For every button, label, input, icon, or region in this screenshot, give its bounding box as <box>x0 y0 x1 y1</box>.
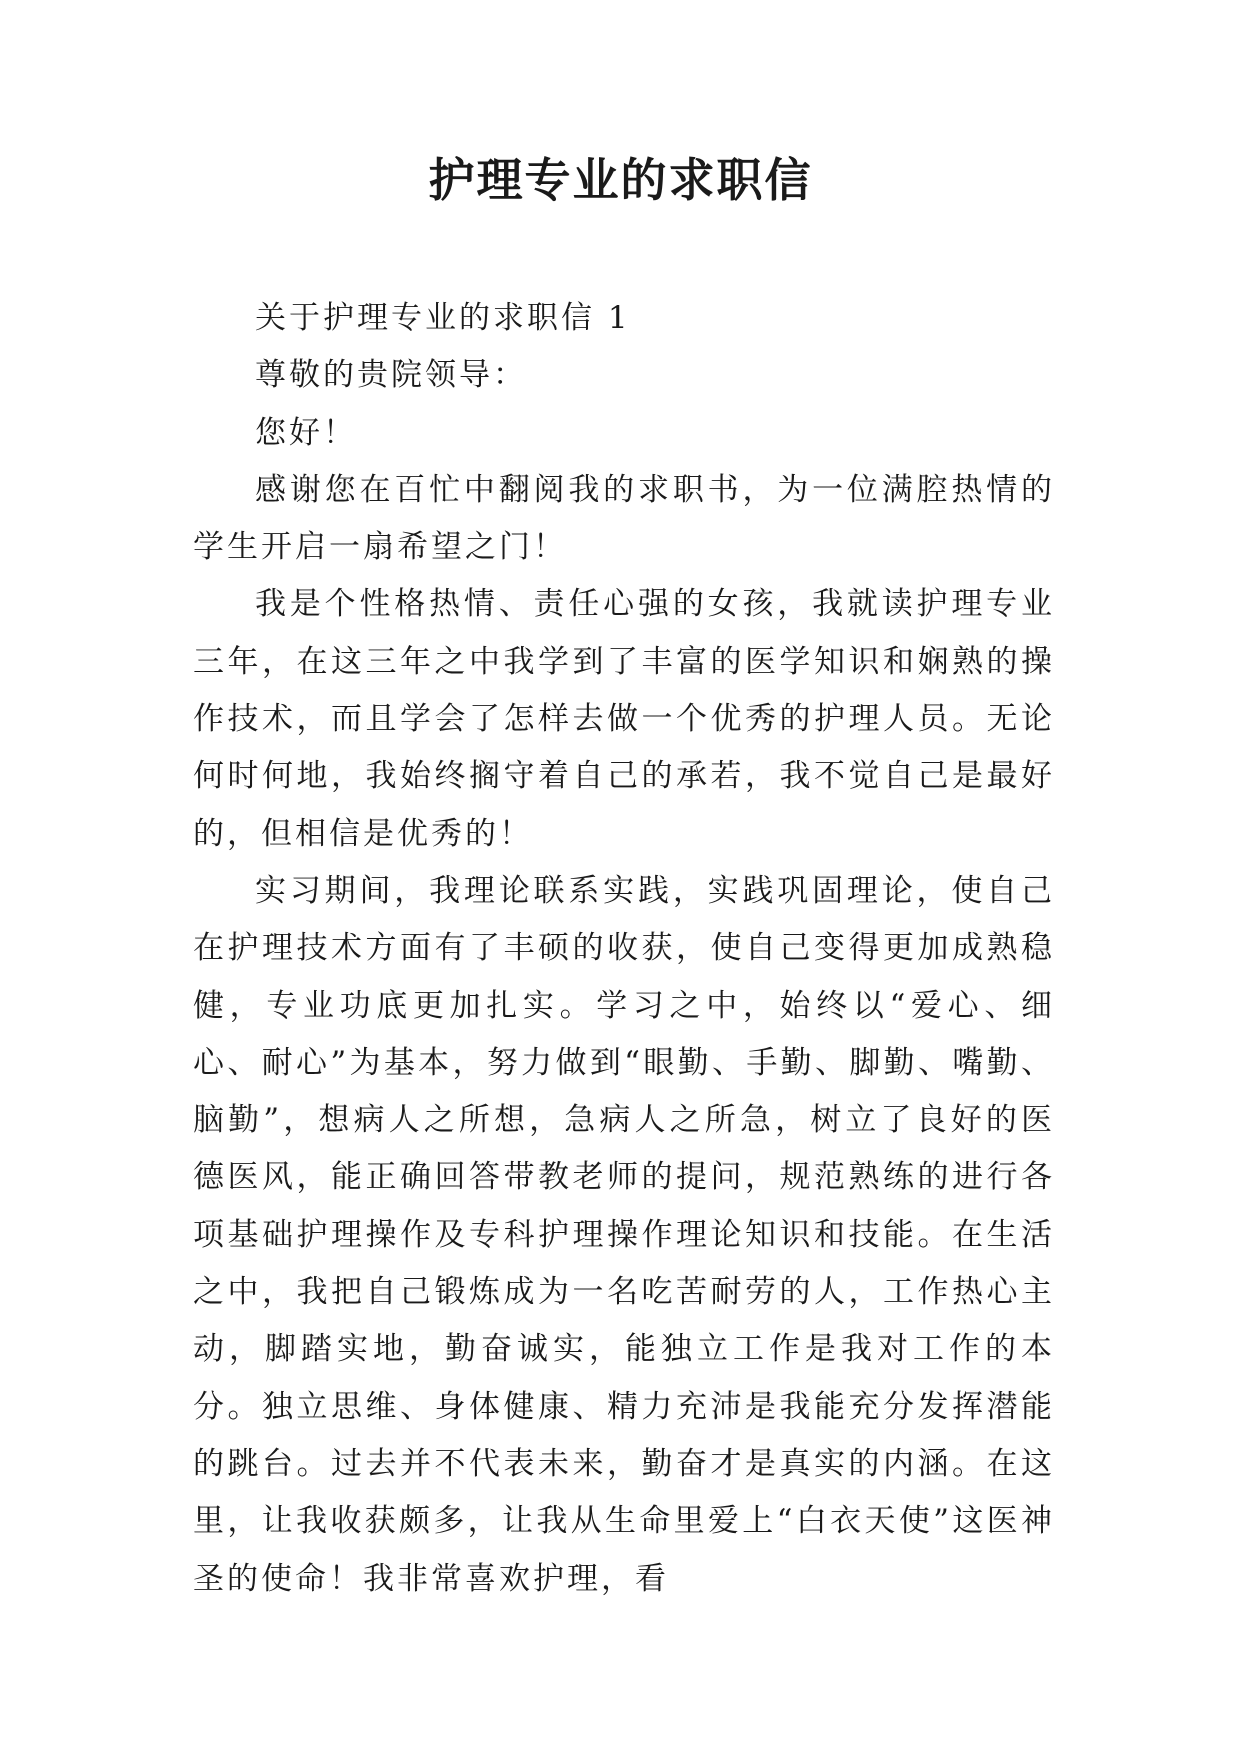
paragraph-thanks: 感谢您在百忙中翻阅我的求职书，为一位满腔热情的学生开启一扇希望之门！ <box>193 471 1055 566</box>
document-body <box>193 290 1055 1608</box>
paragraph-greeting: 您好！ <box>255 414 357 451</box>
document-title: 护理专业的求职信 <box>428 153 813 207</box>
paragraph-heading: 关于护理专业的求职信 1 <box>255 300 631 336</box>
paragraph-internship: 实习期间，我理论联系实践，实践巩固理论，使自己在护理技术方面有了丰硕的收获，使自己变得更加成熟稳健，专业功底更加扎实。学习之中，始终以“爱心、细心、耐心”为基本，努力做到“眼勤、手勤、脚勤、嘴勤、脑勤”，想病人之所想，急病人之所急，树立了良好的医德医风，能正确回答带教老师的提问，规范熟练的进行各项基础护理操作及专科护理操作理论知识和技能。在生活之中，我把自己锻炼成为一名吃苦耐劳的人，工作热心主动，脚踏实地，勤奋诚实，能独立工作是我对工作的本分。独立思维、身体健康、精力充沛是我能充分发挥潜能的跳台。过去并不代表未来，勤奋才是真实的内涵。在这里，让我收获颇多，让我从生命里爱上“白衣天使”这医神圣的使命！我非常喜欢护理，看 <box>193 872 1055 1597</box>
paragraph-salutation: 尊敬的贵院领导： <box>255 357 527 394</box>
paragraph-introduction: 我是个性格热情、责任心强的女孩，我就读护理专业三年，在这三年之中我学到了丰富的医学知识和娴熟的操作技术，而且学会了怎样去做一个优秀的护理人员。无论何时何地，我始终搁守着自己的承若，我不觉自己是最好的，但相信是优秀的！ <box>193 586 1055 852</box>
